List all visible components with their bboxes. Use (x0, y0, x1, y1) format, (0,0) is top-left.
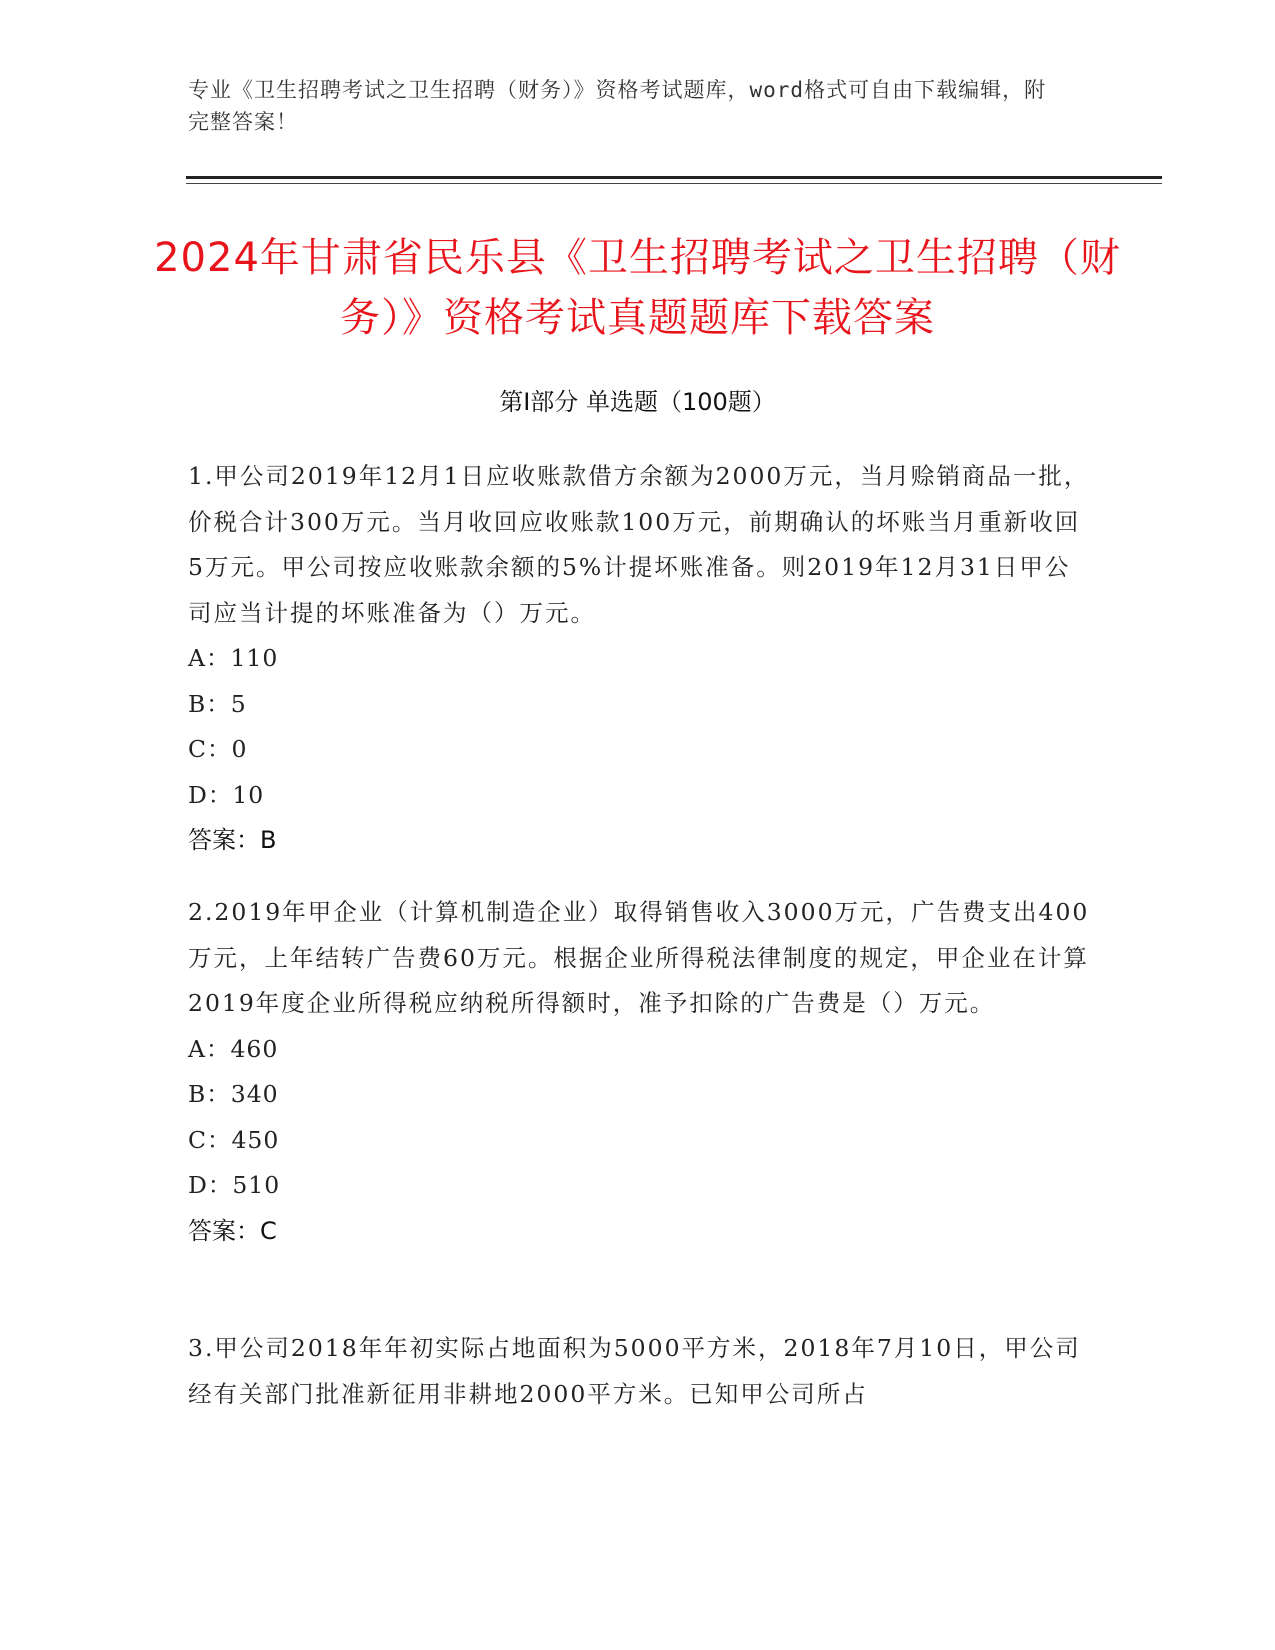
option-a: A：460 (188, 1034, 279, 1063)
header-divider-thick (186, 176, 1162, 179)
section-heading: 第Ⅰ部分 单选题（100题） (499, 388, 776, 416)
option-d: D：10 (188, 780, 265, 809)
option-b: B：340 (188, 1080, 279, 1108)
answer-line (188, 1209, 1093, 1255)
question-text: 2.2019年甲企业（计算机制造企业）取得销售收入3000万元，广告费支出400万元，上年结转广告费60万元。根据企业所得税法律制度的规定，甲企业在计算2019年度企业所得税应纳税所得额时，准予扣除的广告费是（）万元。 (188, 898, 1090, 1017)
option-c: C：450 (188, 1125, 280, 1154)
answer-value: C (260, 1216, 277, 1245)
option-a: A：110 (188, 644, 279, 672)
question-3 (188, 1326, 1093, 1417)
header-note: 专业《卫生招聘考试之卫生招聘（财务）》资格考试题库，word格式可自由下载编辑，附完整答案！ (188, 78, 1047, 134)
document-title: 2024年甘肃省民乐县《卫生招聘考试之卫生招聘（财务）》资格考试真题题库下载答案 (154, 235, 1121, 341)
option-b: B：5 (188, 689, 247, 718)
question-1 (188, 454, 1093, 864)
header-divider-thin (186, 183, 1162, 184)
answer-value: B (260, 826, 277, 854)
answer-line (188, 818, 1093, 864)
answer-label: 答案： (188, 1216, 260, 1245)
option-d: D：510 (188, 1171, 281, 1199)
question-text: 3.甲公司2018年年初实际占地面积为5000平方米，2018年7月10日，甲公司经有关部门批准新征用非耕地2000平方米。已知甲公司所占 (188, 1334, 1081, 1408)
question-2 (188, 890, 1093, 1254)
answer-label: 答案： (188, 826, 260, 854)
question-text: 1.甲公司2019年12月1日应收账款借方余额为2000万元，当月赊销商品一批，价税合计300万元。当月收回应收账款100万元，前期确认的坏账当月重新收回5万元。甲公司按应收账款余额的5%计提坏账准备。则2019年12月31日甲公司应当计提的坏账准备为（）万元。 (188, 462, 1090, 627)
option-c: C：0 (188, 735, 248, 763)
